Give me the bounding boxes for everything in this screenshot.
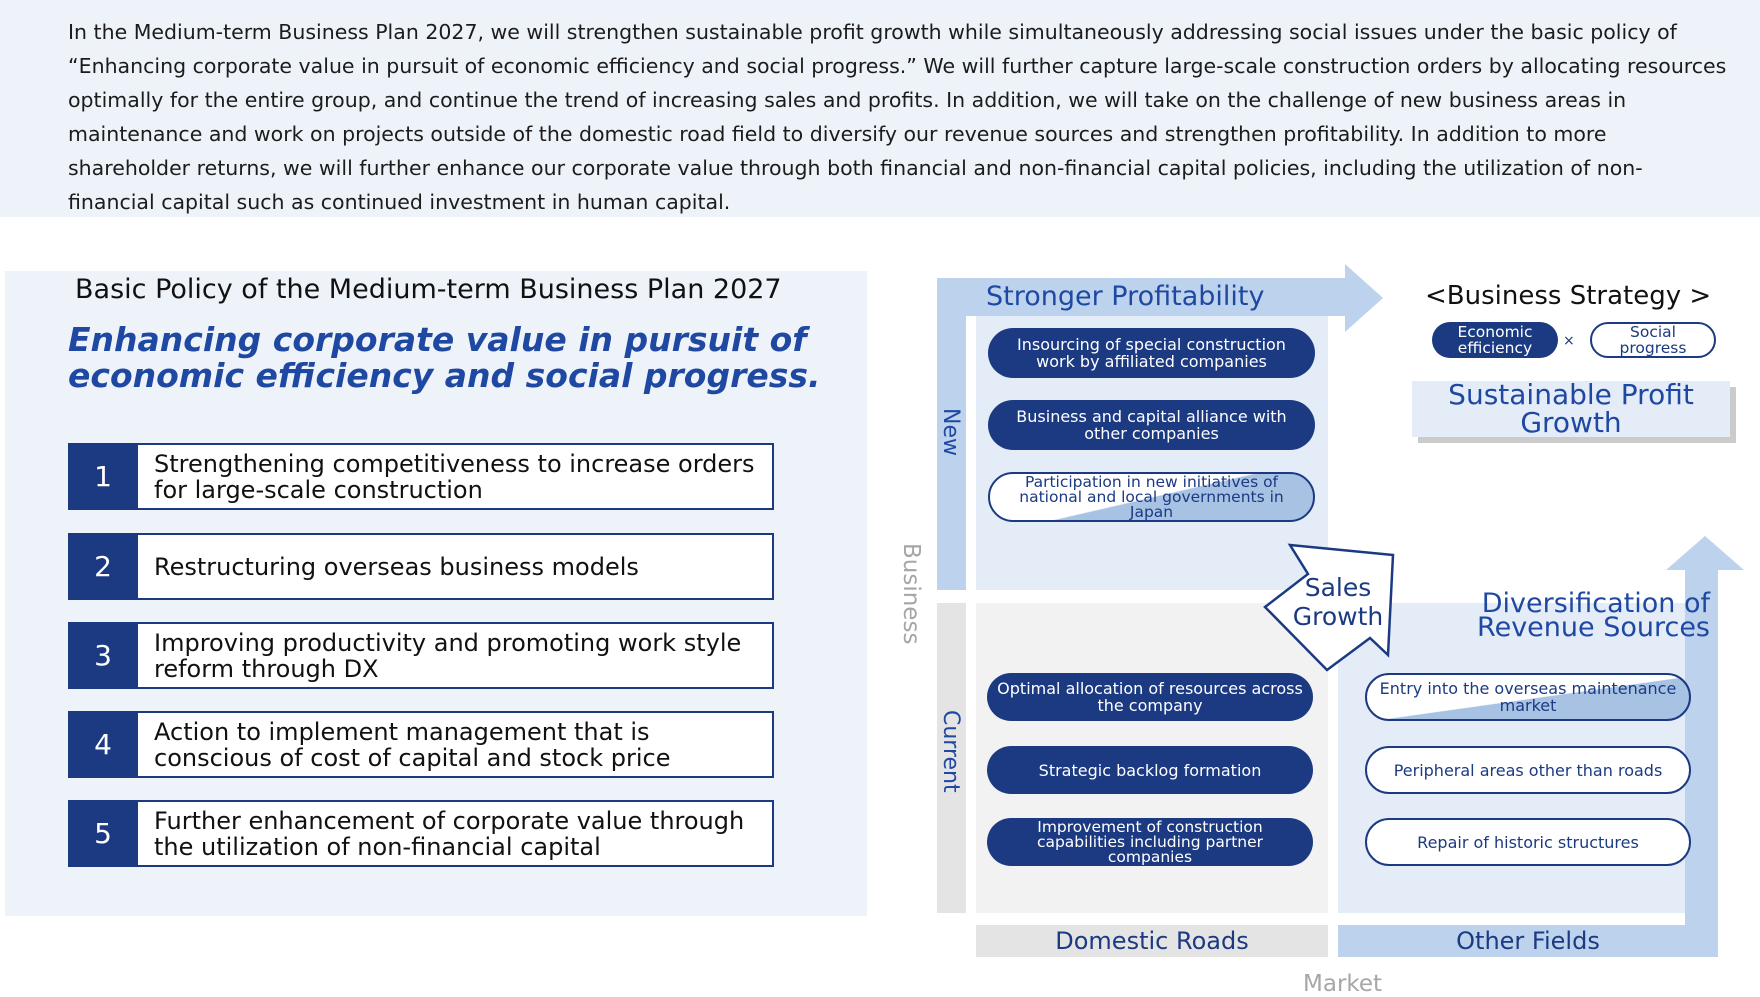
diversification-line2: Revenue Sources bbox=[1477, 612, 1710, 643]
policy-item-number: 1 bbox=[68, 443, 138, 510]
other-fields-label: Other Fields bbox=[1456, 927, 1600, 955]
other-item-capsule: Entry into the overseas maintenance market bbox=[1365, 673, 1691, 721]
policy-item-text: Restructuring overseas business models bbox=[154, 552, 639, 581]
social-progress-pill: Social progress bbox=[1590, 322, 1716, 358]
policy-item-number: 3 bbox=[68, 622, 138, 689]
policy-item-number: 5 bbox=[68, 800, 138, 867]
diversification-line1: Diversification of bbox=[1481, 588, 1710, 619]
new-item-capsule: Business and capital alliance with other companies bbox=[988, 400, 1315, 450]
current-item-capsule: Improvement of construction capabilities including partner companies bbox=[987, 818, 1313, 866]
policy-slogan: Enhancing corporate value in pursuit of economic efficiency and social progress. bbox=[68, 320, 821, 395]
sales-growth-line2: Growth bbox=[1292, 602, 1384, 631]
policy-heading: Basic Policy of the Medium-term Business Plan 2027 bbox=[75, 274, 782, 305]
other-item-capsule: Repair of historic structures bbox=[1365, 818, 1691, 866]
stronger-profitability-label: Stronger Profitability bbox=[986, 281, 1265, 312]
policy-item-text: Further enhancement of corporate value through the utilization of non-financial capital bbox=[154, 806, 745, 861]
policy-item-text: Improving productivity and promoting work style reform through DX bbox=[154, 628, 742, 683]
policy-item-number: 4 bbox=[68, 711, 138, 778]
new-item-capsule: Insourcing of special construction work by affiliated companies bbox=[988, 328, 1315, 378]
policy-item-text: Strengthening competitiveness to increase orders for large-scale construction bbox=[154, 449, 755, 504]
policy-item-text: Action to implement management that is conscious of cost of capital and stock price bbox=[154, 717, 671, 772]
intro-paragraph: In the Medium-term Business Plan 2027, we will strengthen sustainable profit growth while simultaneously addressing social issues under the basic policy of “Enhancing corporate value in pursuit of economic efficiency and social progress.” We will further capture large-scale construction orders by allocating resources optimally for the entire group, and continue the trend of increasing sales and profits. In addition, we will take on the challenge of new business areas in maintenance and work on projects outside of the domestic road field to diversify our revenue sources and strengthen profitability. In addition to more shareholder returns, we will further enhance our corporate value through both financial and non-financial capital policies, including the utilization of non-financial capital such as continued investment in human capital. bbox=[68, 20, 1727, 214]
new-item-capsule: Participation in new initiatives of national and local governments in Japan bbox=[988, 472, 1315, 522]
economic-efficiency-pill: Economic efficiency bbox=[1432, 322, 1558, 358]
business-axis-label: Business bbox=[898, 543, 924, 645]
sales-growth-line1: Sales bbox=[1304, 573, 1372, 602]
domestic-roads-label: Domestic Roads bbox=[1055, 927, 1249, 955]
current-label: Current bbox=[938, 710, 963, 793]
diversification-label bbox=[1440, 588, 1710, 643]
current-item-capsule: Optimal allocation of resources across the company bbox=[987, 673, 1313, 721]
policy-item-number: 2 bbox=[68, 533, 138, 600]
new-label: New bbox=[938, 408, 963, 456]
sustainable-growth-label: Sustainable Profit Growth bbox=[1448, 378, 1694, 439]
sales-growth-label bbox=[1283, 573, 1393, 631]
business-strategy-title: <Business Strategy > bbox=[1425, 281, 1712, 311]
market-axis-label: Market bbox=[1303, 971, 1383, 997]
current-item-capsule: Strategic backlog formation bbox=[987, 746, 1313, 794]
other-item-capsule: Peripheral areas other than roads bbox=[1365, 746, 1691, 794]
times-symbol: × bbox=[1563, 333, 1575, 349]
